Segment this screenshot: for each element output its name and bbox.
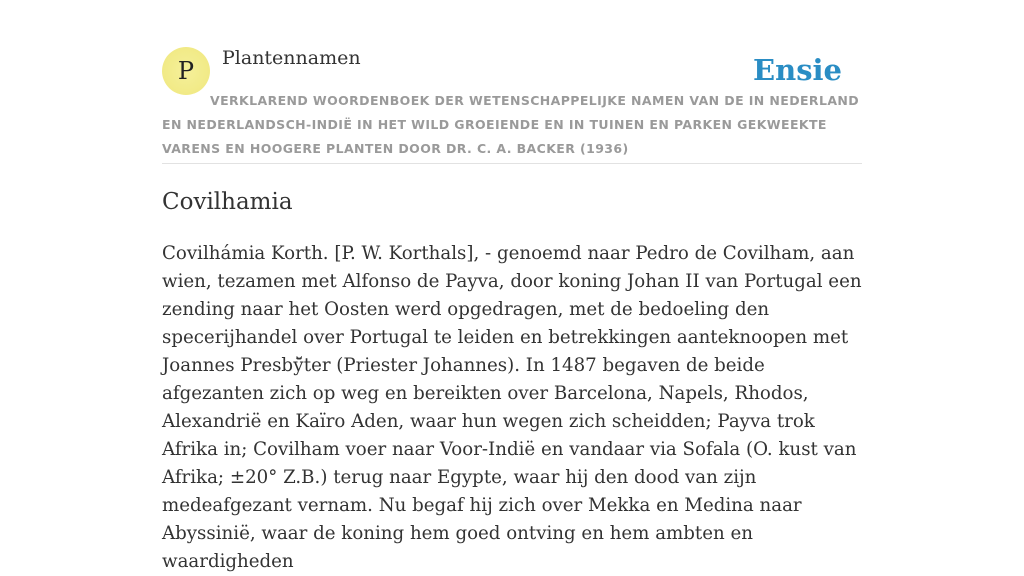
book-logo[interactable] (162, 47, 210, 95)
book-subtitle: VERKLAREND WOORDENBOEK DER WETENSCHAPPELIJKE NAMEN VAN DE IN NEDERLAND EN NEDERLANDSCH-INDIË IN HET WILD GROEIENDE EN IN TUINEN EN PARKEN GEKWEEKTE VARENS EN HOOGERE PLANTEN DOOR DR. C. A. BACKER (1936) (162, 93, 860, 156)
entry-title: Covilhamia (162, 189, 293, 215)
entry-body: Covilhámia Korth. [P. W. Korthals], - genoemd naar Pedro de Covilham, aan wien, tezamen met Alfonso de Payva, door koning Johan II van Portugal een zending naar het Oosten werd opgedragen, met de bedoeling den specerijhandel over Portugal te leiden en betrekkingen aanteknoopen met Joannes Presbў̆ter (Priester Johannes). In 1487 begaven de beide afgezanten zich op weg en bereikten over Barcelona, Napels, Rhodos, Alexandrië en Kaïro Aden, waar hun wegen zich scheidden; Payva trok Afrika in; Covilham voer naar Voor-Indië en vandaar via Sofala (O. kust van Afrika; ±20° Z.B.) terug naar Egypte, waar hij den dood van zijn medeafgezant vernam. Nu begaf hij zich over Mekka en Medina naar Abyssinië, waar de koning hem goed ontving en hem ambten en waardigheden (162, 243, 862, 572)
book-title[interactable]: Plantennamen (222, 47, 361, 69)
book-logo-letter: P (177, 57, 195, 85)
brand-logo[interactable]: Ensie (753, 53, 842, 87)
header-divider (162, 163, 862, 164)
